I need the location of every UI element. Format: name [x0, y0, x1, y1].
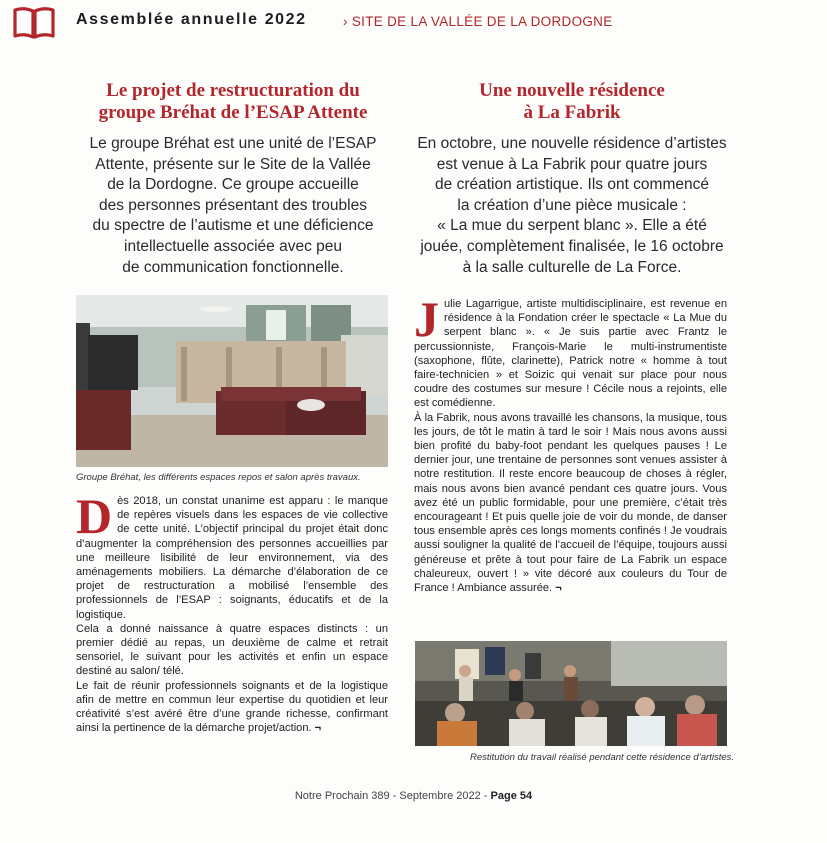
right-article-intro [413, 80, 731, 278]
end-of-article-mark: ¬ [555, 582, 562, 595]
left-body-paragraph-3: Le fait de réunir professionnels soignants et de la logistique afin de mettre en commun leur expertise du quotidien et leur créativité s’est avéré être d’une grande richesse, confirmant ainsi la pertinence de la démarche projet/action. ¬ [76, 679, 388, 735]
left-article-intro [74, 80, 392, 278]
left-dropcap: D [76, 488, 113, 544]
issue-title: Assemblée annuelle 2022 [76, 11, 307, 28]
right-article-body [414, 291, 727, 595]
right-body-paragraph-1: Julie Lagarrigue, artiste multidisciplinaire, est revenue en résidence à la Fondation créer le spectacle « La Mue du serpent blanc ». « Je suis partie avec Frantz le percussionniste, François-Marie le multi-instrumentiste (saxophone, flûte, clarinette), Patrick notre « homme à tout faire-technicien » et Soizic qui venait sur place pour nous coudre des costumes sur mesure ! Cécile nous a rejoints, elle est comédienne. [414, 291, 727, 410]
left-article-lede: Le groupe Bréhat est une unité de l’ESAP Attente, présente sur le Site de la Vallée de la Dordogne. Ce groupe accueille des personnes présentant des troubles du spectre de l’autisme et une déficience intellectuelle associée avec peu de communication fonctionnelle. [89, 135, 377, 276]
left-article-heading: Le projet de restructuration du groupe Bréhat de l’ESAP Attente [98, 80, 368, 123]
right-body-paragraph-2: À la Fabrik, nous avons travaillé les chansons, la musique, tous les jours, de tôt le matin à tard le soir ! Mais nous avons aussi bien profité du baby-foot pendant les quelques pauses ! Le dernier jour, une trentaine de personnes sont venues assister à notre restitution. Il reste encore beaucoup de choses à régler, mais nous avons bien avancé pendant ces quatre jours. Vous avez été un public formidable, pour une première, c’était très encourageant ! Et puis quelle joie de voir du monde, de danser tous ensemble après ces longs moments confinés ! Je voudrais aussi souligner la qualité de l’accueil de l’équipe, toujours aussi généreuse et prête à tout pour faire de La Fabrik un espace chaleureux, ouvert ! » vite décoré aux couleurs du Tour de France ! Ambiance assurée. ¬ [414, 411, 727, 595]
concert-photo-caption: Restitution du travail réalisé pendant cette résidence d’artistes. [470, 752, 735, 763]
page-number: Page 54 [490, 790, 533, 802]
lounge-room-photo [76, 295, 388, 467]
section-label: › SITE DE LA VALLÉE DE LA DORDOGNE [343, 14, 613, 29]
open-book-icon [12, 6, 56, 40]
right-dropcap: J [414, 291, 439, 347]
left-body-paragraph-1: Dès 2018, un constat unanime est apparu : le manque de repères visuels dans les espaces de vie collective de cette unité. L’objectif principal du projet était donc d’augmenter la compréhension des personnes accueillies par une meilleure lisibilité de leur environnement, via des aménagements mobiliers. La démarche d’élaboration de ce projet de restructuration a mobilisé l’ensemble des professionnels de l’ESAP : soignants, éducatifs et de la logistique. [76, 488, 388, 621]
page-header [0, 0, 827, 44]
footer-publication: Notre Prochain 389 - Septembre 2022 - [294, 790, 491, 802]
left-body-paragraph-2: Cela a donné naissance à quatre espaces distincts : un premier dédié au repas, un deuxième de calme et retrait sensoriel, le suivant pour les activités et enfin un espace destiné au salon/ télé. [76, 622, 388, 678]
right-article-heading: Une nouvelle résidence à La Fabrik [479, 80, 665, 123]
end-of-article-mark: ¬ [314, 722, 322, 735]
right-article-lede: En octobre, une nouvelle résidence d’artistes est venue à La Fabrik pour quatre jours de création artistique. Ils ont commencé la création d’une pièce musicale : « La mue du serpent blanc ». Elle a été jouée, complètement finalisée, le 16 octobre à la salle culturelle de La Force. [417, 135, 727, 276]
left-article-body [76, 488, 388, 735]
concert-photo [415, 641, 727, 746]
lounge-photo-caption: Groupe Bréhat, les différents espaces repos et salon après travaux. [76, 472, 361, 483]
page-footer [0, 790, 827, 802]
